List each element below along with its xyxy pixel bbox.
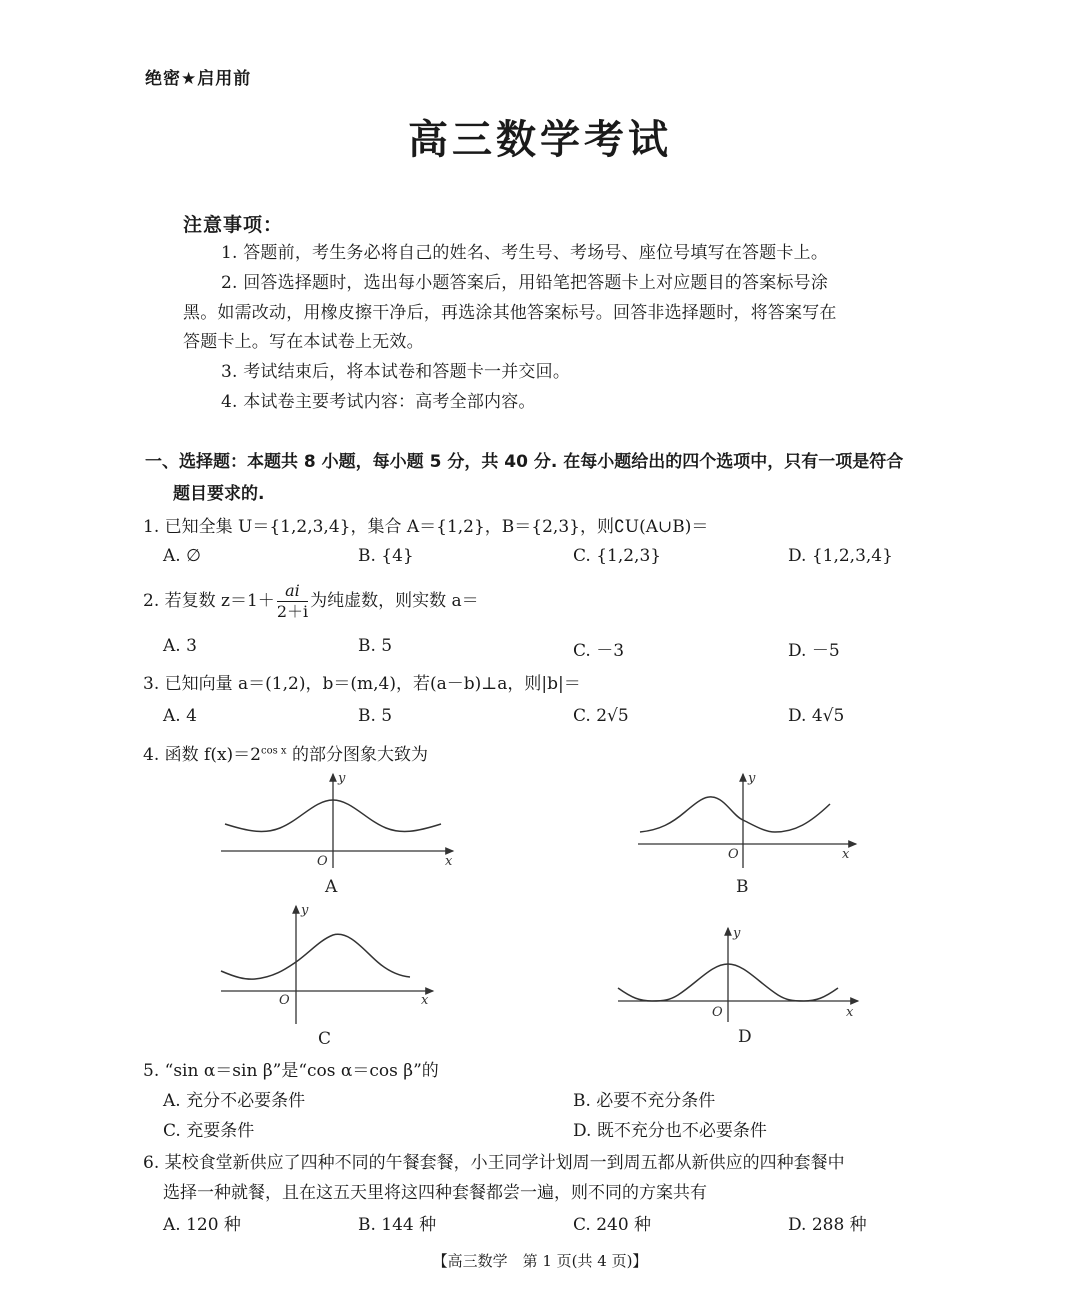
origin-label: O	[279, 993, 290, 1008]
q6-option-b: B. 144 种	[358, 1215, 437, 1235]
notice-heading: 注意事项：	[183, 214, 284, 236]
q2-option-b: B. 5	[358, 636, 393, 656]
q1-option-d: D. {1,2,3,4}	[788, 546, 893, 566]
q2-denominator: 2＋i	[276, 602, 309, 621]
x-label: x	[846, 1005, 854, 1020]
origin-label: O	[317, 854, 328, 869]
graph-c	[215, 902, 445, 1052]
question-1-stem: 1. 已知全集 U＝{1,2,3,4}，集合 A＝{1,2}，B＝{2,3}，则∁U(A∪B)＝	[143, 517, 709, 537]
q4-exponent: cos x	[261, 745, 287, 757]
section-heading-line2: 题目要求的.	[173, 484, 265, 504]
graph-a-label: A	[325, 877, 338, 897]
x-label: x	[842, 847, 850, 862]
question-6-stem-line2: 选择一种就餐，且在这五天里将这四种套餐都尝一遍，则不同的方案共有	[163, 1183, 707, 1203]
question-2-stem	[143, 581, 479, 622]
page-title: 高三数学考试	[408, 117, 672, 163]
graph-d	[612, 922, 867, 1052]
q3-option-d: D. 4√5	[788, 706, 845, 726]
q2-option-a: A. 3	[163, 636, 197, 656]
q3-option-c: C. 2√5	[573, 706, 629, 726]
q3-option-a: A. 4	[163, 706, 197, 726]
y-label: y	[733, 926, 741, 941]
x-label: x	[445, 854, 453, 869]
notice-item-2-cont2: 答题卡上。写在本试卷上无效。	[183, 332, 424, 352]
curve	[640, 797, 830, 832]
question-3-stem: 3. 已知向量 a＝(1,2)，b＝(m,4)，若(a－b)⊥a，则|b|＝	[143, 674, 581, 694]
section-heading-line1: 一、选择题：本题共 8 小题，每小题 5 分，共 40 分. 在每小题给出的四个选项中，只有一项是符合	[145, 452, 904, 472]
q1-option-c: C. {1,2,3}	[573, 546, 662, 566]
graph-b-label: B	[736, 877, 749, 897]
q2-option-c: C. －3	[573, 641, 625, 661]
y-label: y	[748, 771, 756, 786]
notice-item-1: 1. 答题前，考生务必将自己的姓名、考生号、考场号、座位号填写在答题卡上。	[221, 243, 829, 263]
notice-item-3: 3. 考试结束后，将本试卷和答题卡一并交回。	[221, 362, 571, 382]
q1-option-b: B. {4}	[358, 546, 414, 566]
q2-fraction	[277, 581, 308, 622]
q5-option-c: C. 充要条件	[163, 1121, 255, 1141]
page-footer: 【高三数学 第 1 页(共 4 页)】	[432, 1252, 648, 1270]
notice-item-4: 4. 本试卷主要考试内容：高考全部内容。	[221, 392, 536, 412]
question-6-stem-line1: 6. 某校食堂新供应了四种不同的午餐套餐，小王同学计划周一到周五都从新供应的四种套餐中	[143, 1153, 845, 1173]
y-label: y	[301, 903, 309, 918]
q6-option-d: D. 288 种	[788, 1215, 867, 1235]
q5-option-a: A. 充分不必要条件	[163, 1091, 306, 1111]
x-label: x	[421, 993, 429, 1008]
q5-option-d: D. 既不充分也不必要条件	[573, 1121, 767, 1141]
q2-numerator: ai	[277, 581, 308, 602]
notice-item-2: 2. 回答选择题时，选出每小题答案后，用铅笔把答题卡上对应题目的答案标号涂	[221, 273, 829, 293]
q2-stem-suffix: 为纯虚数，则实数 a＝	[310, 591, 479, 611]
graph-b	[630, 768, 870, 898]
q6-option-a: A. 120 种	[163, 1215, 241, 1235]
confidential-mark: 绝密★启用前	[145, 69, 252, 89]
question-4-stem	[143, 740, 428, 765]
graph-a	[215, 768, 465, 898]
q2-stem-prefix: 2. 若复数 z＝1＋	[143, 591, 275, 611]
origin-label: O	[728, 847, 739, 862]
q1-option-a: A. ∅	[163, 546, 201, 566]
section-heading	[145, 446, 903, 510]
q6-option-c: C. 240 种	[573, 1215, 652, 1235]
graph-d-label: D	[738, 1027, 752, 1047]
notice-item-2-cont: 黑。如需改动，用橡皮擦干净后，再选涂其他答案标号。回答非选择题时，将答案写在	[183, 303, 837, 323]
origin-label: O	[712, 1005, 723, 1020]
curve	[221, 934, 410, 979]
q3-option-b: B. 5	[358, 706, 393, 726]
q2-option-d: D. －5	[788, 641, 840, 661]
q5-option-b: B. 必要不充分条件	[573, 1091, 716, 1111]
q4-stem-suffix: 的部分图象大致为	[286, 745, 428, 765]
question-5-stem: 5. “sin α＝sin β”是“cos α＝cos β”的	[143, 1061, 439, 1081]
graph-c-label: C	[318, 1029, 332, 1049]
q4-stem-prefix: 4. 函数 f(x)＝2	[143, 745, 261, 765]
y-label: y	[338, 771, 346, 786]
